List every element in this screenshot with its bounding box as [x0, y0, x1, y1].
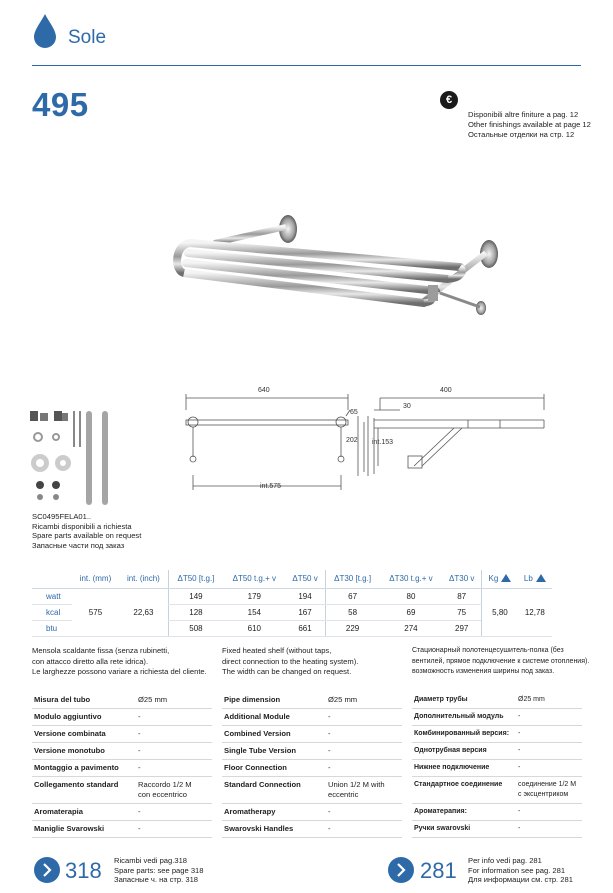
- spec-table: [32, 570, 552, 637]
- table-row: Single Tube Version -: [222, 743, 402, 760]
- description-en: Fixed heated shelf (without taps, direct connection to the heating system). The width can be changed on request.: [222, 646, 359, 676]
- header-dt30-tg: ΔT30 t.g.+ v: [380, 570, 443, 588]
- table-row: Ручки swarovski -: [412, 821, 582, 838]
- table-row: Modulo aggiuntivo -: [32, 709, 212, 726]
- spare-parts-note: [32, 512, 141, 550]
- header-dt30-v: ΔT30 v: [442, 570, 481, 588]
- table-row: Однотрубная версия -: [412, 743, 582, 760]
- table-row: Дополнительный модуль -: [412, 709, 582, 726]
- spare-parts-reference: Ricambi vedi pag.318 Spare parts: see page 318 Запасные ч. на стр. 318: [114, 856, 204, 884]
- int-mm-value: 575: [72, 588, 119, 636]
- technical-drawing: [178, 380, 558, 495]
- header-dt30: ΔT30 [t.g.]: [325, 570, 380, 588]
- finishes-note: [468, 110, 591, 140]
- description-ru: Стационарный полотенцесушитель-полка (без вентилей, прямое подключение к системе отопления). возможность изменения ширины под заказ.: [412, 647, 590, 675]
- header-divider: [32, 65, 581, 66]
- attributes-en: [222, 692, 402, 838]
- finishes-it: Disponibili altre finiture a pag. 12: [468, 110, 579, 119]
- spare-parts-page-link[interactable]: 318: [65, 858, 102, 883]
- dim-int-horizontal: int.575: [260, 483, 282, 490]
- table-row: Montaggio a pavimento -: [32, 760, 212, 777]
- right-arrow-icon[interactable]: [388, 857, 414, 883]
- header-int-inch: int. (inch): [119, 570, 168, 588]
- header-lb: Lb: [518, 570, 552, 588]
- product-image: [170, 205, 505, 330]
- table-row: Aromaterapia -: [32, 804, 212, 821]
- lb-value: 12,78: [518, 588, 552, 636]
- info-reference: Per info vedi pag. 281 For information see pag. 281 Для информации см. стр. 281: [468, 856, 573, 884]
- header-dt50: ΔT50 [t.g.]: [168, 570, 223, 588]
- dim-width: 640: [258, 387, 270, 394]
- dim-side-top: 30: [403, 403, 411, 410]
- spare-parts-image: [26, 407, 116, 509]
- finishes-en: Other finishings available at page 12: [468, 120, 591, 129]
- water-drop-icon: [32, 12, 58, 50]
- table-row: Pipe dimension Ø25 mm: [222, 692, 402, 709]
- header-dt50-v: ΔT50 v: [286, 570, 325, 588]
- header-int-mm: int. (mm): [72, 570, 119, 588]
- table-row: Aromatherapy -: [222, 804, 402, 821]
- kg-value: 5,80: [482, 588, 518, 636]
- attributes-ru: [412, 692, 582, 838]
- left-arrow-icon[interactable]: [34, 857, 60, 883]
- table-row: Combined Version -: [222, 726, 402, 743]
- spare-parts-code: SC0495FELA01..: [32, 512, 92, 521]
- weight-icon: [501, 574, 511, 582]
- spare-parts-en: Spare parts available on request: [32, 531, 142, 540]
- table-row: Misura del tubo Ø25 mm: [32, 692, 212, 709]
- header-dt50-tg: ΔT50 t.g.+ v: [223, 570, 286, 588]
- table-row: Ароматерапия: -: [412, 804, 582, 821]
- table-row: Standard Connection Union 1/2 M with eccentric: [222, 777, 402, 804]
- table-row: Swarovski Handles -: [222, 821, 402, 838]
- table-row: btu 508 610 661 229 274 297: [32, 620, 552, 636]
- brand-title: Sole: [68, 27, 107, 48]
- dim-height: 202: [346, 437, 358, 444]
- weight-icon: [536, 574, 546, 582]
- spec-header-row: [32, 570, 552, 588]
- table-row: Collegamento standard Raccordo 1/2 M con eccentrico: [32, 777, 212, 804]
- finishes-ru: Остальные отделки на стр. 12: [468, 130, 575, 139]
- table-row: Versione combinata -: [32, 726, 212, 743]
- table-row: Maniglie Svarowski -: [32, 821, 212, 838]
- table-row: Floor Connection -: [222, 760, 402, 777]
- info-page-link[interactable]: 281: [420, 858, 457, 883]
- dim-side-width: 400: [440, 387, 452, 394]
- table-row: kcal 128 154 167 58 69 75: [32, 604, 552, 620]
- table-row: Диаметр трубы Ø25 mm: [412, 692, 582, 709]
- header-kg: Kg: [482, 570, 518, 588]
- dim-depth: 65: [350, 409, 358, 416]
- attributes-it: [32, 692, 212, 838]
- dim-int-vertical: int.153: [372, 439, 394, 446]
- table-row: Комбинированный версия: -: [412, 726, 582, 743]
- table-row: Нижнее подключение -: [412, 760, 582, 777]
- table-row: Additional Module -: [222, 709, 402, 726]
- table-row: Versione monotubo -: [32, 743, 212, 760]
- int-inch-value: 22,63: [119, 588, 168, 636]
- spare-parts-it: Ricambi disponibili a richiesta: [32, 521, 132, 531]
- model-code: 495: [32, 86, 89, 123]
- table-row: watt 575 22,63 149 179 194 67 80 87 5,80 12,78: [32, 588, 552, 604]
- spare-parts-ru: Запасные части под заказ: [32, 540, 125, 550]
- description-it: Mensola scaldante fissa (senza rubinetti, con attacco diretto alla rete idrica). Le larghezze possono variare a richiesta del cliente.: [32, 646, 207, 676]
- table-row: Стандартное соединение соединение 1/2 M с эксцентриком: [412, 777, 582, 804]
- euro-icon: €: [440, 91, 458, 109]
